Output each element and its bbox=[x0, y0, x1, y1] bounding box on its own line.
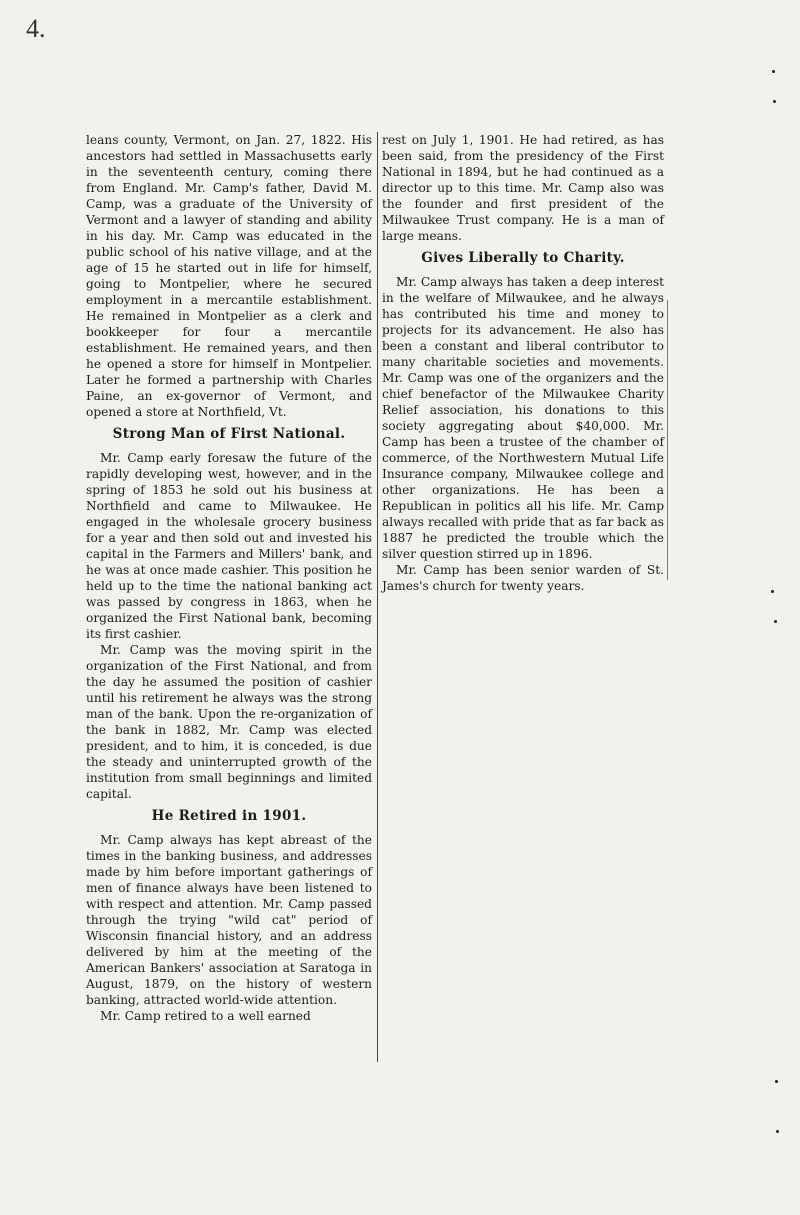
paragraph: Mr. Camp was the moving spirit in the organization of the First National, and from the day he assumed the position of cashier until his retirement he always was the strong man of the bank. Upon the re-organization of the bank in 1882, Mr. Camp was elected president, and to him, it is conceded, is due the steady and uninterrupted growth of the institution from small beginnings and limited capital. bbox=[86, 643, 372, 801]
article-column-right bbox=[382, 132, 664, 594]
subheading: Gives Liberally to Charity. bbox=[421, 250, 625, 266]
scan-speck bbox=[771, 590, 774, 593]
paragraph: Mr. Camp retired to a well earned bbox=[100, 1009, 311, 1023]
scan-speck bbox=[772, 70, 775, 73]
scan-speck bbox=[776, 1130, 779, 1133]
scan-speck bbox=[775, 1080, 778, 1083]
subheading: Strong Man of First National. bbox=[112, 426, 346, 442]
paragraph: Mr. Camp always has taken a deep interest in the welfare of Milwaukee, and he always has contributed his time and money to projects for its advancement. He also has been a constant and liberal contributor to many charitable societies and movements. Mr. Camp was one of the organizers and the chief benefactor of the Milwaukee Charity Relief association, his donations to this society aggregating about $40,000. Mr. Camp has been a trustee of the chamber of commerce, of the Northwestern Mutual Life Insurance company, Milwaukee college and other organizations. He has been a Republican in politics all his life. Mr. Camp always recalled with pride that as far back as 1887 he predicted the trouble which the silver question stirred up in 1896. bbox=[382, 275, 664, 561]
scan-speck bbox=[773, 100, 776, 103]
paragraph: Mr. Camp always has kept abreast of the times in the banking business, and addresses made by him before important gatherings of men of finance always have been listened to with respect and attention. Mr. Camp passed through the trying "wild cat" period of Wisconsin financial history, and an address delivered by him at the meeting of the American Bankers' association at Saratoga in August, 1879, on the history of western banking, attracted world-wide attention. bbox=[86, 833, 372, 1007]
subheading: He Retired in 1901. bbox=[151, 808, 307, 824]
paragraph: Mr. Camp has been senior warden of St. James's church for twenty years. bbox=[382, 563, 664, 593]
column-edge-rule bbox=[667, 300, 668, 580]
paragraph: leans county, Vermont, on Jan. 27, 1822. His ancestors had settled in Massachusetts early in the seventeenth century, coming there from England. Mr. Camp's father, David M. Camp, was a graduate of the University of Vermont and a lawyer of standing and ability in his day. Mr. Camp was educated in the public school of his native village, and at the age of 15 he started out in life for himself, going to Montpelier, where he secured employment in a mercantile establishment. He remained in Montpelier as a clerk and bookkeeper for four a mercantile establishment. He remained years, and then he opened a store for himself in Montpelier. Later he formed a partnership with Charles Paine, an ex-governor of Vermont, and opened a store at Northfield, Vt. bbox=[86, 133, 372, 419]
page-number: 4. bbox=[26, 14, 46, 43]
scan-speck bbox=[774, 620, 777, 623]
paragraph: Mr. Camp early foresaw the future of the rapidly developing west, however, and in the spring of 1853 he sold out his business at Northfield and came to Milwaukee. He engaged in the wholesale grocery business for a year and then sold out and invested his capital in the Farmers and Millers' bank, and he was at once made cashier. This position he held up to the time the national banking act was passed by congress in 1863, when he organized the First National bank, becoming its first cashier. bbox=[86, 451, 372, 641]
article-column-left bbox=[86, 132, 372, 1024]
paragraph: rest on July 1, 1901. He had retired, as has been said, from the presidency of the First National in 1894, but he had continued as a director up to this time. Mr. Camp also was the founder and first president of the Milwaukee Trust company. He is a man of large means. bbox=[382, 133, 664, 243]
column-divider bbox=[377, 132, 378, 1062]
